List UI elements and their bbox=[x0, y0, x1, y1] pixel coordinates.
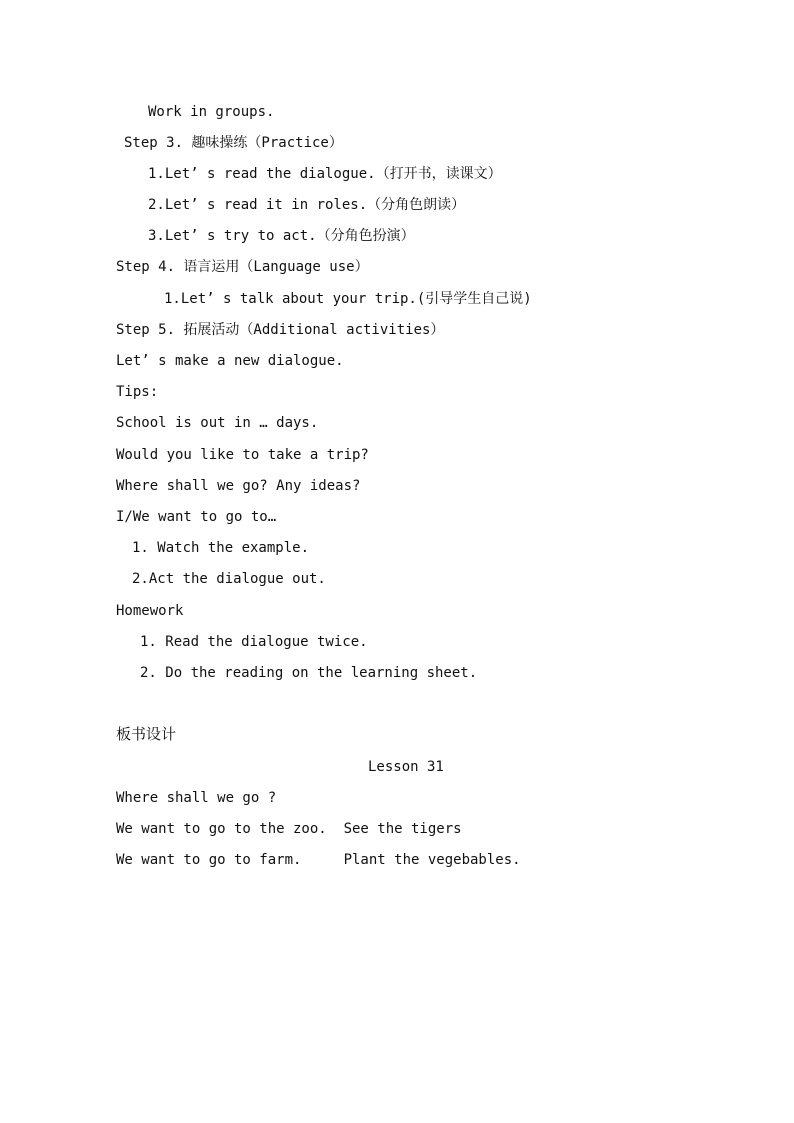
text-line: Tips: bbox=[116, 384, 159, 400]
text-line: We want to go to farm. Plant the vegebables. bbox=[116, 852, 521, 868]
section-heading: Homework bbox=[116, 603, 184, 619]
text-line: Work in groups. bbox=[148, 104, 275, 120]
text-line: I/We want to go to… bbox=[116, 509, 277, 525]
list-item: 2.Let’ s read it in roles.（分角色朗读） bbox=[148, 197, 466, 213]
list-item: 3.Let’ s try to act.（分角色扮演） bbox=[148, 228, 415, 244]
list-item: 1. Read the dialogue twice. bbox=[140, 634, 368, 650]
text-line: School is out in … days. bbox=[116, 415, 319, 431]
text-line: Would you like to take a trip? bbox=[116, 447, 369, 463]
step-heading: Step 5. 拓展活动（Additional activities） bbox=[116, 322, 445, 338]
text-line: Where shall we go? Any ideas? bbox=[116, 478, 361, 494]
text-line: Let’ s make a new dialogue. bbox=[116, 353, 344, 369]
list-item: 1.Let’ s read the dialogue.（打开书，读课文） bbox=[148, 166, 502, 182]
list-item: 2. Do the reading on the learning sheet. bbox=[140, 665, 478, 681]
text-line: We want to go to the zoo. See the tigers bbox=[116, 821, 462, 837]
list-item: 1.Let’ s talk about your trip.(引导学生自己说) bbox=[164, 291, 532, 307]
section-heading: 板书设计 bbox=[116, 725, 177, 743]
lesson-title: Lesson 31 bbox=[368, 759, 444, 775]
text-line: Where shall we go ? bbox=[116, 790, 277, 806]
list-item: 1. Watch the example. bbox=[132, 540, 310, 556]
list-item: 2.Act the dialogue out. bbox=[132, 571, 326, 587]
step-heading: Step 3. 趣味操练（Practice） bbox=[124, 135, 343, 151]
step-heading: Step 4. 语言运用（Language use） bbox=[116, 259, 369, 275]
